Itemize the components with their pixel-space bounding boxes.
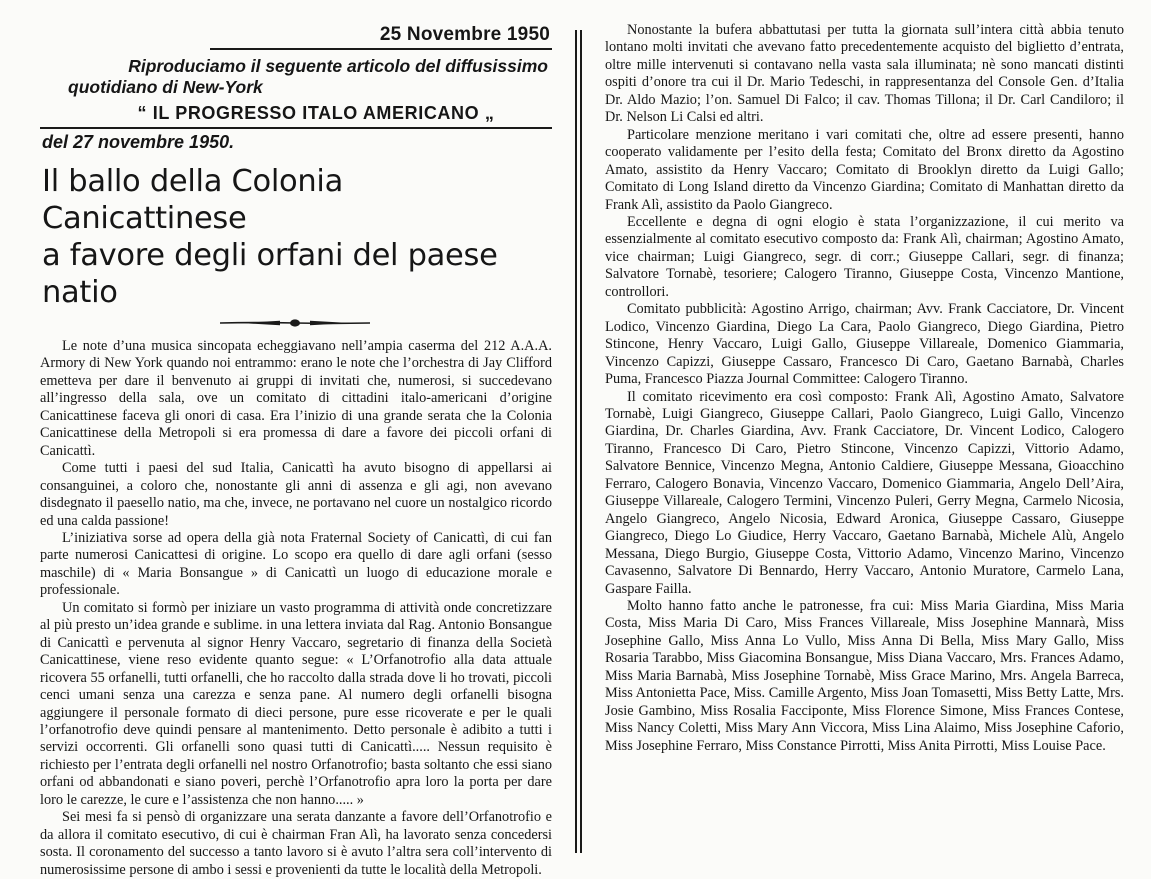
paragraph: Nonostante la bufera abbattutasi per tutta la giornata sull’intera città abbia tenuto lontano molti invitati che avevano fatto precedentemente acquisto del biglietto d’entrata, oltre mille intervenuti si contavano nella vasta sala illuminata; nè sono mancati distinti ospiti d’onore tra cui il Dr. Mario Tedeschi, in rappresentanza del Console Gen. d’Italia Dr. Aldo Mazio; l’on. Samuel Di Falco; il cav. Thomas Tillona; il Dr. Carl Candiloro; il Dr. Nelson Li Calsi ed altri.: [605, 22, 1124, 126]
newspaper-underline: [40, 127, 552, 129]
headline: [40, 163, 552, 311]
article-body-left: [40, 338, 552, 879]
date-underline: [210, 48, 552, 50]
column-divider-right: [580, 30, 582, 853]
paragraph: Comitato pubblicità: Agostino Arrigo, chairman; Avv. Frank Cacciatore, Dr. Vincent Lodico, Vincenzo Giardina, Diego La Cara, Paolo Giangreco, Diego Giardina, Pietro Stincone, Henry Vaccaro, Luigi Gallo, Giuseppe Villareale, Domenico Giammaria, Vincenzo Capizzi, Giuseppe Cassaro, Francesco Di Caro, Gaetano Barnabà, Charles Puma, Francesco Piazza Journal Committee: Calogero Tiranno.: [605, 301, 1124, 388]
column-divider-left: [575, 30, 577, 853]
paragraph: Eccellente e degna di ogni elogio è stata l’organizzazione, il cui merito va essenzialmente al comitato esecutivo composto da: Frank Alì, chairman; Agostino Amato, vice chairman; Luigi Giangreco, segr. di corr.; Giuseppe Callari, segr. di finanza; Salvatore Tornabè, tesoriere; Calogero Tiranno, Giuseppe Costa, Vincenzo Mantione, controllori.: [605, 213, 1124, 300]
intro-line-3: del 27 novembre 1950.: [42, 132, 235, 152]
paragraph: Un comitato si formò per iniziare un vasto programma di attività onde concretizzare al più presto un’idea grande e sublime. in una lettera inviata dal Rag. Antonio Bonsangue di Canicattì e pervenuta al signor Henry Vaccaro, segretario di finanza della Società Canicattinese, viene reso evidente quanto segue: « L’Orfanotrofio alla data attuale ricovera 55 orfanelli, tutti orfanelli, che ho raccolto dalla strada dove li ho trovati, piccoli cenci umani senza una carezza e senza pane. Al numero degli orfanelli bisogna aggiungere il personale formato di dieci persone, pure esse ricoverate e per le quali l’orfanotrofio deve quindi pensare al mantenimento. Detto personale è adibito a tutti i servizi occorrenti. Gli orfanelli sono quasi tutti di Canicattì..... Nessun requisito è richiesto per l’entrata degli orfanelli nel nostro Orfanotrofio; basta soltanto che essi siano orfani od abbandonati e siano poveri, perchè l’Orfanotrofio apra loro la porta per dare loro le carezze, le cure e l’assistenza che non hanno..... »: [40, 599, 552, 808]
paragraph: Il comitato ricevimento era così composto: Frank Alì, Agostino Amato, Salvatore Tornabè, Luigi Giangreco, Giuseppe Callari, Paolo Giangreco, Luigi Gallo, Vincenzo Giardina, Dr. Charles Giardina, Avv. Frank Cacciatore, Dr. Vincent Lodico, Calogero Tiranno, Francesco Di Caro, Pietro Stincone, Vincenzo Capizzi, Vittorio Adamo, Salvatore Bennice, Vincenzo Megna, Antonio Caldiere, Giuseppe Messana, Gioacchino Ferraro, Calogero Bonavia, Vincenzo Vaccaro, Domenico Giammaria, Angelo Dell’Aira, Giuseppe Villareale, Calogero Termini, Vincenzo Puleri, Gerry Megna, Carmelo Nicosia, Angelo Giangreco, Angelo Nicosia, Edward Aronica, Giuseppe Cassaro, Giuseppe Giangreco, Diego Lo Giudice, Herry Vaccaro, Gaetano Barnabà, Michele Alù, Angelo Messana, Diego Burgio, Giuseppe Costa, Vittorio Adamo, Vincenzo Marino, Vincenzo Cavasenno, Salvatore Di Bennardo, Herry Vaccaro, Antonio Muratore, Carmelo Lana, Gaspare Failla.: [605, 388, 1124, 597]
paragraph: Molto hanno fatto anche le patronesse, fra cui: Miss Maria Giardina, Miss Maria Costa, Miss Maria Di Caro, Miss Frances Villareale, Miss Josephine Mannarà, Miss Josephine Gallo, Miss Anna Lo Vullo, Miss Anna Di Bella, Miss Mary Gallo, Miss Rosaria Tarabbo, Miss Giacomina Bonsangue, Miss Diana Vaccaro, Mrs. Frances Adamo, Miss Maria Barnabà, Miss Josephine Tornabè, Miss Grace Marino, Mrs. Angela Barreca, Miss Antonietta Pace, Miss. Camille Argento, Miss Joan Tomasetti, Miss Betty Latte, Mrs. Josie Gambino, Miss Rosalia Facciponte, Miss Florence Simone, Miss Frances Contese, Miss Nancy Coletti, Miss Mary Ann Viccora, Miss Lina Alaimo, Miss Josephine Caforio, Miss Josephine Ferraro, Miss Constance Pirrotti, Miss Anita Pirrotti, Miss Louise Pace.: [605, 597, 1124, 754]
paragraph: L’iniziativa sorse ad opera della già nota Fraternal Society of Canicattì, di cui fan parte numerosi Canicattesi di origine. Lo scopo era quello di dare agli orfani (sesso maschile) di « Maria Bonsangue » di Canicattì un luogo di educazione morale e professionale.: [40, 529, 552, 599]
ornament-divider: [40, 318, 552, 328]
headline-line-1: Il ballo della Colonia Canicattinese: [42, 164, 343, 236]
paragraph: Come tutti i paesi del sud Italia, Canicattì ha avuto bisogno di appellarsi ai consanguinei, a coloro che, nonostante gli anni di assenza e gli agi, non avevano disdegnato il paesello natio, ma che, invece, ne portavano nel cuore un nostalgico ricordo ed una calda passione!: [40, 460, 552, 529]
ornament-icon: [220, 318, 370, 328]
intro-line-1: Riproduciamo il seguente articolo del diffusissimo: [128, 56, 548, 76]
date-header: 25 Novembre 1950: [379, 24, 550, 45]
headline-line-2: a favore degli orfani del paese natio: [42, 238, 498, 310]
newspaper-name: “ IL PROGRESSO ITALO AMERICANO „: [137, 103, 495, 123]
paragraph: Sei mesi fa si pensò di organizzare una serata danzante a favore dell’Orfanotrofio e da allora il comitato esecutivo, di cui è chairman Fran Alì, ha lavorato senza concedersi sosta. Il coronamento del successo a tanto lavoro si è avuto l’altra sera coll’intervento di numerosissime persone di ambo i sessi e provenienti da tutte le località della Metropoli.: [40, 809, 552, 878]
right-column: [605, 22, 1124, 755]
paragraph: Le note d’una musica sincopata echeggiavano nell’ampia caserma del 212 A.A.A. Armory di New York quando noi entrammo: erano le note che l’orchestra di Jay Clifford emetteva per dare il benvenuto ai gruppi di invitati che, numerosi, si succedevano all’ingresso della sala, ove un comitato di cittadini italo-americani d’origine Canicattinese faceva gli onori di casa. Era l’inizio di una grande serata che la Colonia Canicattinese della Metropoli si era promessa di dare a favore dei piccoli orfani di Canicattì.: [40, 338, 552, 459]
intro-line-2: quotidiano di New-York: [68, 77, 263, 97]
left-column: [40, 22, 552, 879]
article-body-right: [605, 22, 1124, 755]
paragraph: Particolare menzione meritano i vari comitati che, oltre ad essere presenti, hanno cooperato validamente per l’esito della festa; Comitato del Bronx diretto da Agostino Amato, assistito da Henry Vaccaro; Comitato di Brooklyn diretto da Luigi Gallo; Comitato di Long Island diretto da Vincenzo Giardina; Comitato di Manhattan diretto da Frank Alì, assistito da Paolo Giangreco.: [605, 126, 1124, 213]
